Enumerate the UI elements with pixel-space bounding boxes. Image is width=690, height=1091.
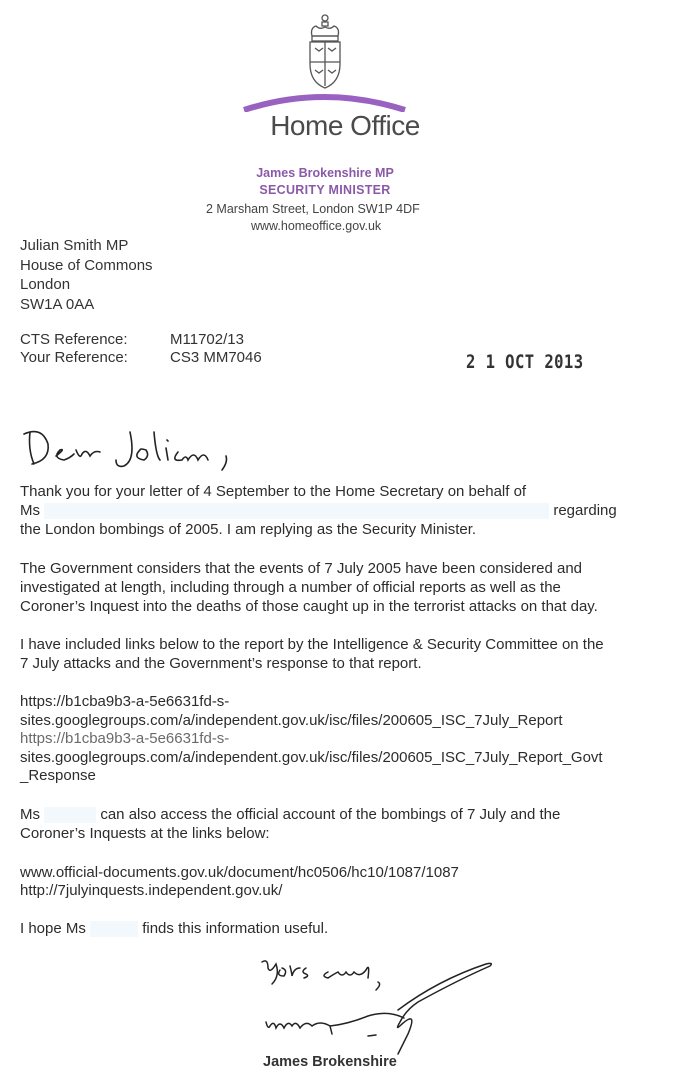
- paragraph-4-text: can also access the official account of the bombings of 7 July and the: [100, 806, 561, 823]
- cts-reference-label: CTS Reference:: [20, 331, 128, 348]
- body-paragraph-2-line-2: investigated at length, including through a number of official reports as well as the: [20, 579, 561, 596]
- link-isc-report-line-1[interactable]: https://b1cba9b3-a-5e6631fd-s-: [20, 693, 230, 710]
- handwritten-salutation: [20, 420, 250, 480]
- regarding-text: regarding: [553, 502, 617, 519]
- paragraph-5-end: finds this information useful.: [142, 920, 329, 937]
- date-stamp: 2 1 OCT 2013: [466, 351, 584, 373]
- body-paragraph-5: [20, 920, 670, 939]
- body-paragraph-1-line-2: [20, 502, 670, 521]
- honorific: Ms: [20, 502, 40, 519]
- handwritten-closing-and-signature: [258, 950, 508, 1060]
- link-govt-response-line-2[interactable]: sites.googlegroups.com/a/independent.gov.uk/isc/files/200605_ISC_7July_Report_Govt: [20, 749, 603, 766]
- body-paragraph-4-line-2: Coroner’s Inquests at the links below:: [20, 825, 270, 842]
- your-reference-label: Your Reference:: [20, 349, 128, 366]
- link-inquests-website[interactable]: http://7julyinquests.independent.gov.uk/: [20, 882, 283, 899]
- body-paragraph-2-line-1: The Government considers that the events of 7 July 2005 have been considered and: [20, 560, 583, 577]
- body-paragraph-2-line-3: Coroner’s Inquest into the deaths of those caught up in the terrorist attacks on that day.: [20, 598, 598, 615]
- recipient-address: [20, 236, 153, 314]
- redacted-name: [44, 503, 549, 519]
- redacted-name: [90, 921, 138, 937]
- link-isc-report-line-2[interactable]: sites.googlegroups.com/a/independent.gov.uk/isc/files/200605_ISC_7July_Report: [20, 712, 563, 729]
- minister-title: SECURITY MINISTER: [259, 183, 391, 197]
- header-arc: [242, 88, 407, 112]
- recipient-line: London: [20, 276, 71, 293]
- body-paragraph-4-line-1: [20, 806, 670, 825]
- body-paragraph-1-line-3: the London bombings of 2005. I am replying as the Security Minister.: [20, 521, 477, 538]
- link-govt-response-line-1[interactable]: https://b1cba9b3-a-5e6631fd-s-: [20, 730, 230, 747]
- your-reference-value: CS3 MM7046: [170, 349, 262, 366]
- link-official-documents[interactable]: www.official-documents.gov.uk/document/hc0506/hc10/1087/1087: [20, 864, 459, 881]
- paragraph-5-start: I hope Ms: [20, 920, 86, 937]
- recipient-line: SW1A 0AA: [20, 295, 95, 313]
- minister-name: James Brokenshire MP: [256, 166, 394, 180]
- royal-crest-icon: [300, 12, 350, 90]
- signer-name: James Brokenshire: [263, 1054, 397, 1070]
- honorific: Ms: [20, 806, 40, 823]
- cts-reference-value: M11702/13: [170, 331, 244, 348]
- recipient-line: House of Commons: [20, 256, 153, 274]
- body-paragraph-3-line-2: 7 July attacks and the Government’s response to that report.: [20, 655, 422, 672]
- body-paragraph-1-line-1: Thank you for your letter of 4 September to the Home Secretary on behalf of: [20, 483, 527, 500]
- link-govt-response-line-3[interactable]: _Response: [20, 767, 96, 784]
- department-name: Home Office: [270, 110, 420, 141]
- sender-website: www.homeoffice.gov.uk: [251, 219, 382, 233]
- recipient-line: Julian Smith MP: [20, 237, 129, 254]
- sender-address: 2 Marsham Street, London SW1P 4DF: [206, 202, 420, 216]
- redacted-name: [44, 807, 96, 823]
- body-paragraph-3-line-1: I have included links below to the report by the Intelligence & Security Committee on the: [20, 636, 604, 653]
